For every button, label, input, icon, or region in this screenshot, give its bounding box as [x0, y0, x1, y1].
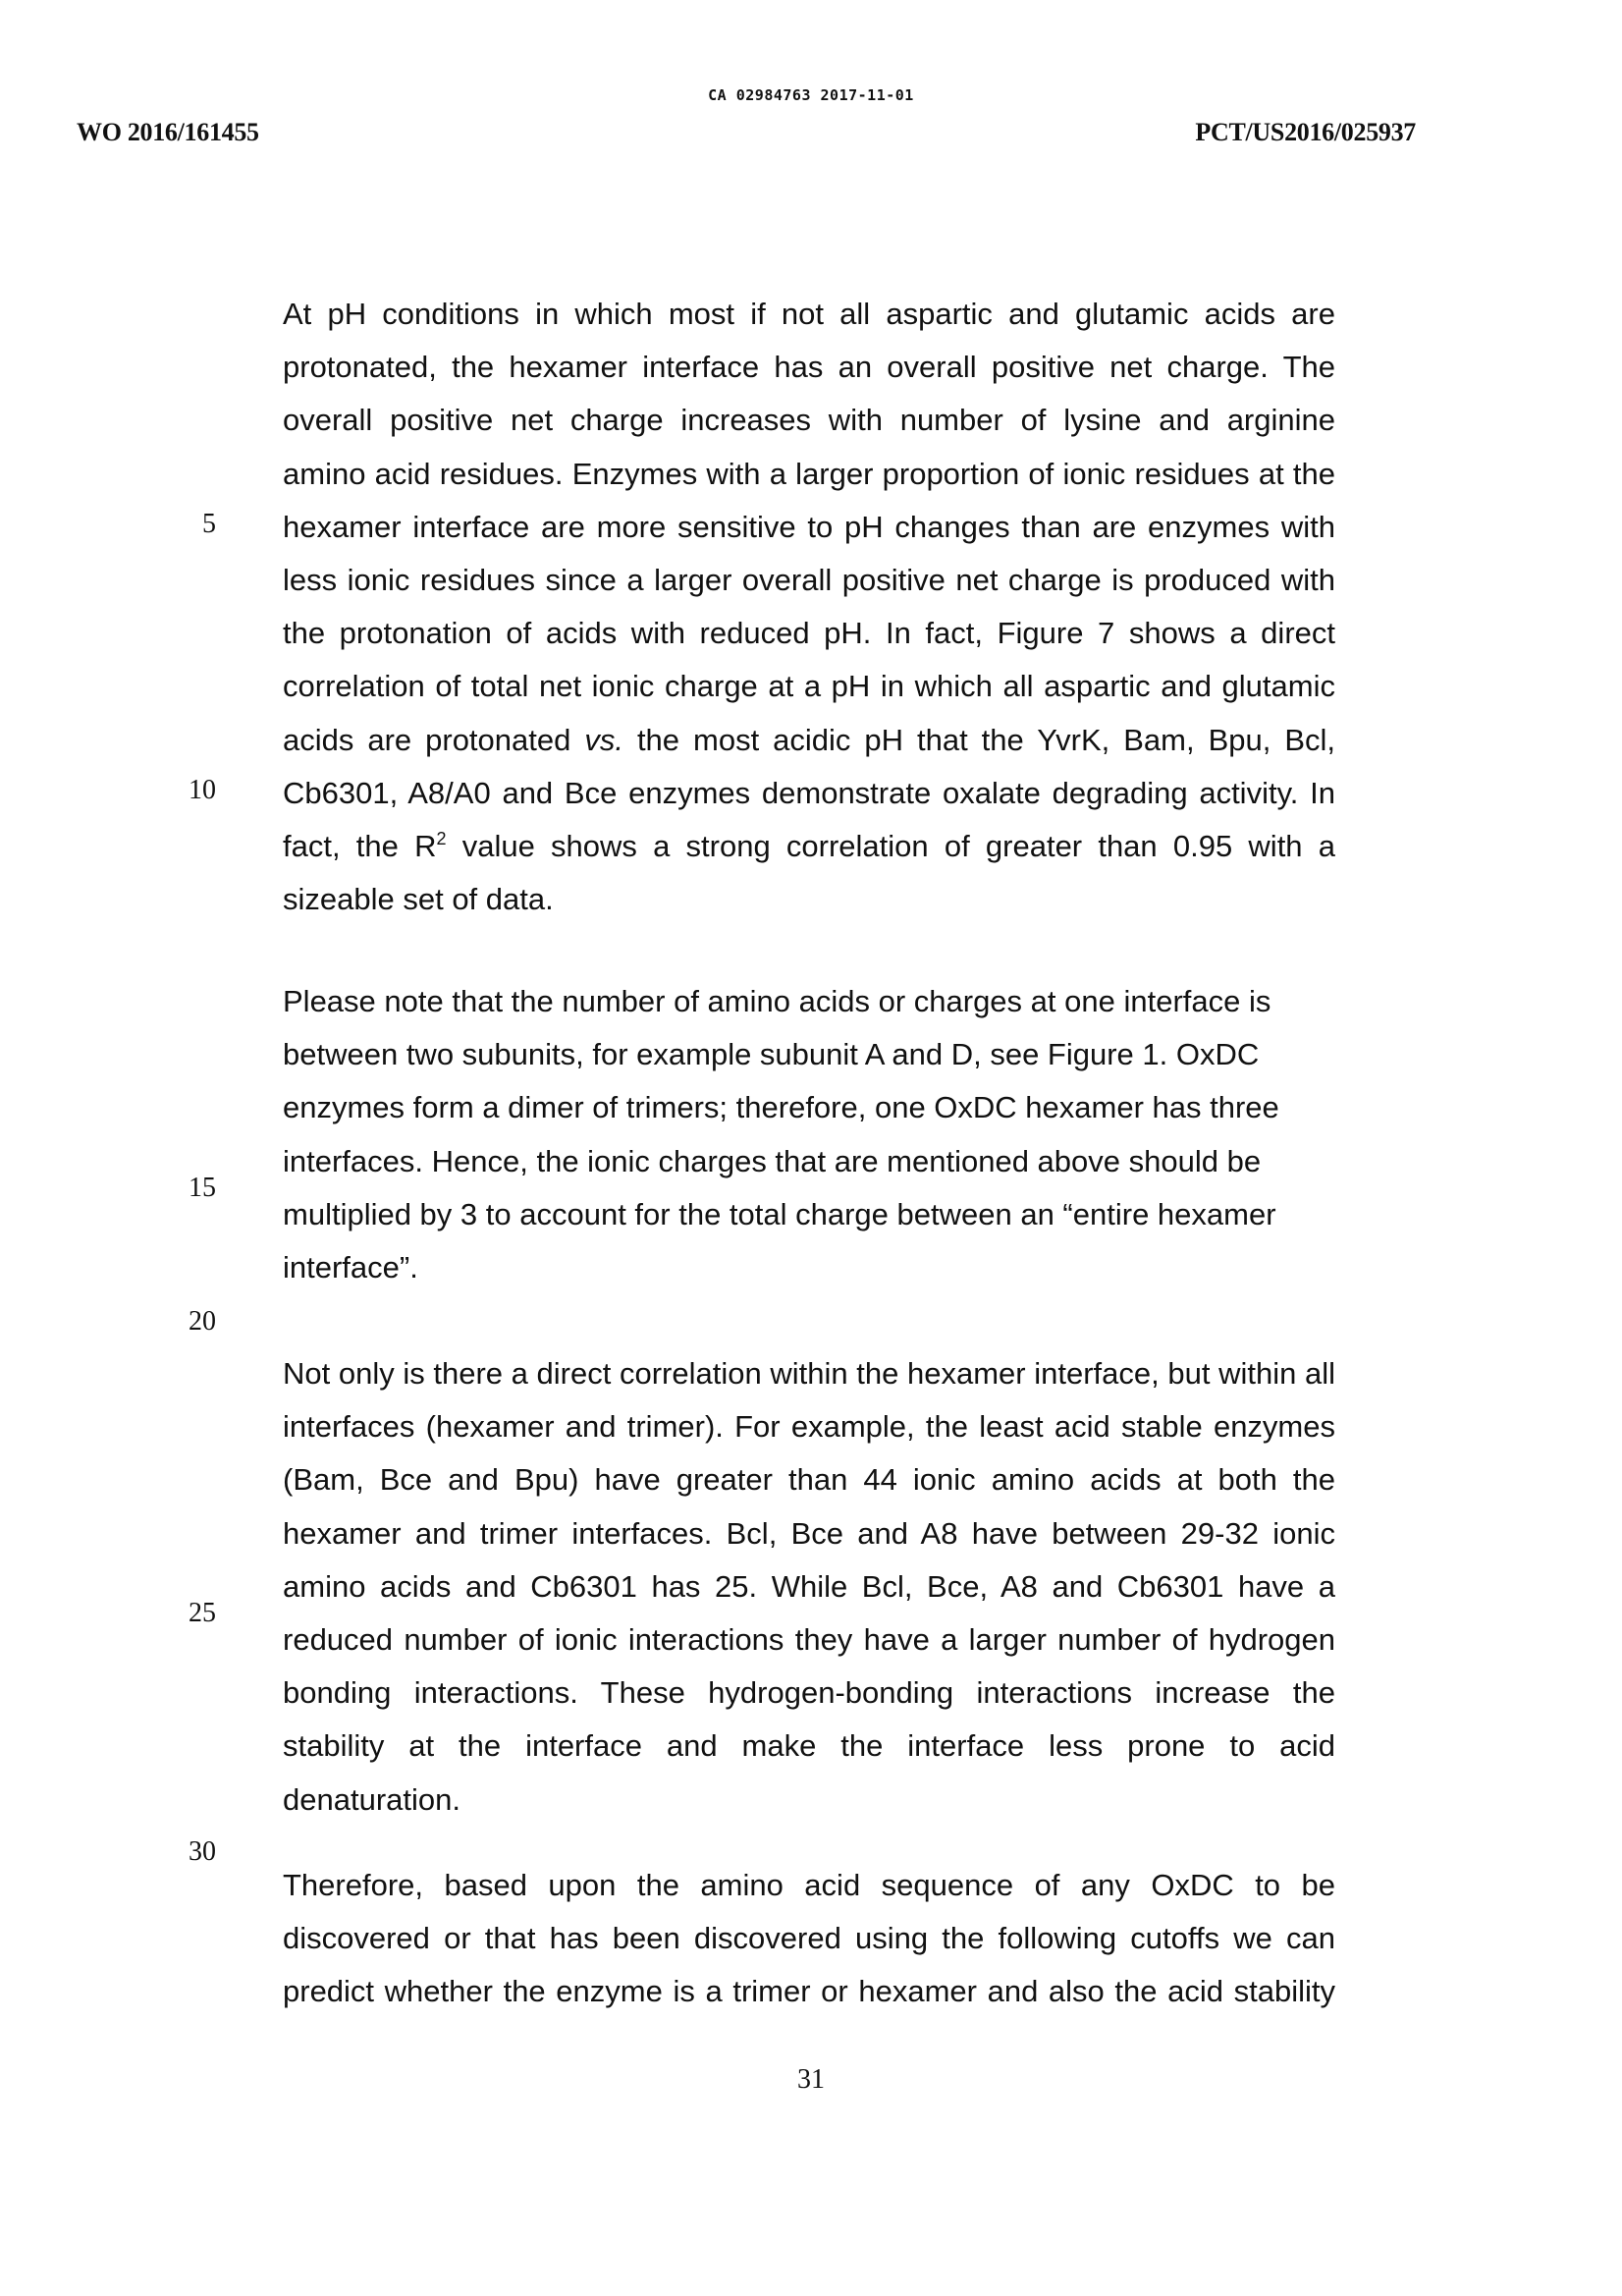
text-line: multiplied by 3 to account for the total charge between an “entire hexamer — [283, 1196, 1276, 1231]
text-line: bonding interactions. These hydrogen-bonding interactions increase the — [283, 1675, 1335, 1711]
text-line: protonated, the hexamer interface has an overall positive net charge. The — [283, 350, 1335, 385]
text-line: interfaces (hexamer and trimer). For example, the least acid stable enzymes — [283, 1409, 1335, 1445]
text-line: Please note that the number of amino acids or charges at one interface is — [283, 984, 1271, 1018]
text-run: acids are protonated — [283, 722, 585, 757]
text-line: less ionic residues since a larger overall positive net charge is produced with — [283, 562, 1335, 597]
line-number: 25 — [189, 1598, 216, 1628]
line-number: 10 — [189, 775, 216, 805]
text-line: At pH conditions in which most if not all aspartic and glutamic acids are — [283, 297, 1335, 331]
text-line: hexamer and trimer interfaces. Bcl, Bce and A8 have between 29-32 ionic — [283, 1515, 1335, 1551]
text-line: amino acids and Cb6301 has 25. While Bcl, Bce, A8 and Cb6301 have a — [283, 1568, 1335, 1604]
text-line — [283, 820, 1335, 873]
text-line — [283, 714, 1335, 767]
text-line: reduced number of ionic interactions they have a larger number of hydrogen — [283, 1621, 1335, 1657]
line-number: 20 — [189, 1306, 216, 1337]
paragraph-prediction — [283, 1859, 1335, 2019]
paragraph-all-interfaces — [283, 1347, 1335, 1827]
text-line: overall positive net charge increases with number of lysine and arginine — [283, 403, 1335, 438]
text-line: sizeable set of data. — [283, 882, 554, 917]
text-line: Not only is there a direct correlation within the hexamer interface, but within all — [283, 1356, 1335, 1391]
text-line: (Bam, Bce and Bpu) have greater than 44 ionic amino acids at both the — [283, 1462, 1335, 1498]
text-run: value shows a strong correlation of greater than 0.95 with a — [446, 828, 1335, 863]
text-line: enzymes form a dimer of trimers; therefore, one OxDC hexamer has three — [283, 1090, 1279, 1125]
text-line: stability at the interface and make the interface less prone to acid — [283, 1728, 1335, 1764]
publication-number: WO 2016/161455 — [77, 118, 259, 146]
application-number: PCT/US2016/025937 — [1195, 118, 1416, 146]
text-run: the most acidic pH that the YvrK, Bam, Bpu, Bcl, — [622, 722, 1336, 757]
italic-versus: vs. — [584, 722, 623, 757]
text-line: correlation of total net ionic charge at a pH in which all aspartic and glutamic — [283, 669, 1335, 704]
page-number: 31 — [797, 2064, 825, 2095]
line-number: 5 — [202, 509, 216, 539]
paragraph-interface-note — [283, 975, 1335, 1294]
ca-filing-stamp: CA 02984763 2017-11-01 — [708, 86, 914, 104]
text-line: interfaces. Hence, the ionic charges that are mentioned above should be — [283, 1143, 1262, 1178]
text-line: Cb6301, A8/A0 and Bce enzymes demonstrate oxalate degrading activity. In — [283, 775, 1335, 810]
text-line: amino acid residues. Enzymes with a larger proportion of ionic residues at the — [283, 456, 1335, 491]
text-line: the protonation of acids with reduced pH. In fact, Figure 7 shows a direct — [283, 616, 1335, 651]
text-line: between two subunits, for example subunit A and D, see Figure 1. OxDC — [283, 1037, 1260, 1072]
line-number: 30 — [189, 1836, 216, 1867]
text-line: interface”. — [283, 1249, 418, 1285]
text-line: denaturation. — [283, 1781, 460, 1817]
superscript-two: 2 — [436, 828, 447, 848]
text-line: hexamer interface are more sensitive to pH changes than are enzymes with — [283, 509, 1335, 544]
paragraph-ph-net-charge — [283, 288, 1335, 926]
line-number: 15 — [189, 1173, 216, 1203]
text-run: fact, the R — [283, 828, 437, 863]
text-line: discovered or that has been discovered using the following cutoffs we can — [283, 1921, 1335, 1956]
text-line: predict whether the enzyme is a trimer or hexamer and also the acid stability — [283, 1974, 1335, 2009]
text-line: Therefore, based upon the amino acid sequence of any OxDC to be — [283, 1868, 1335, 1902]
